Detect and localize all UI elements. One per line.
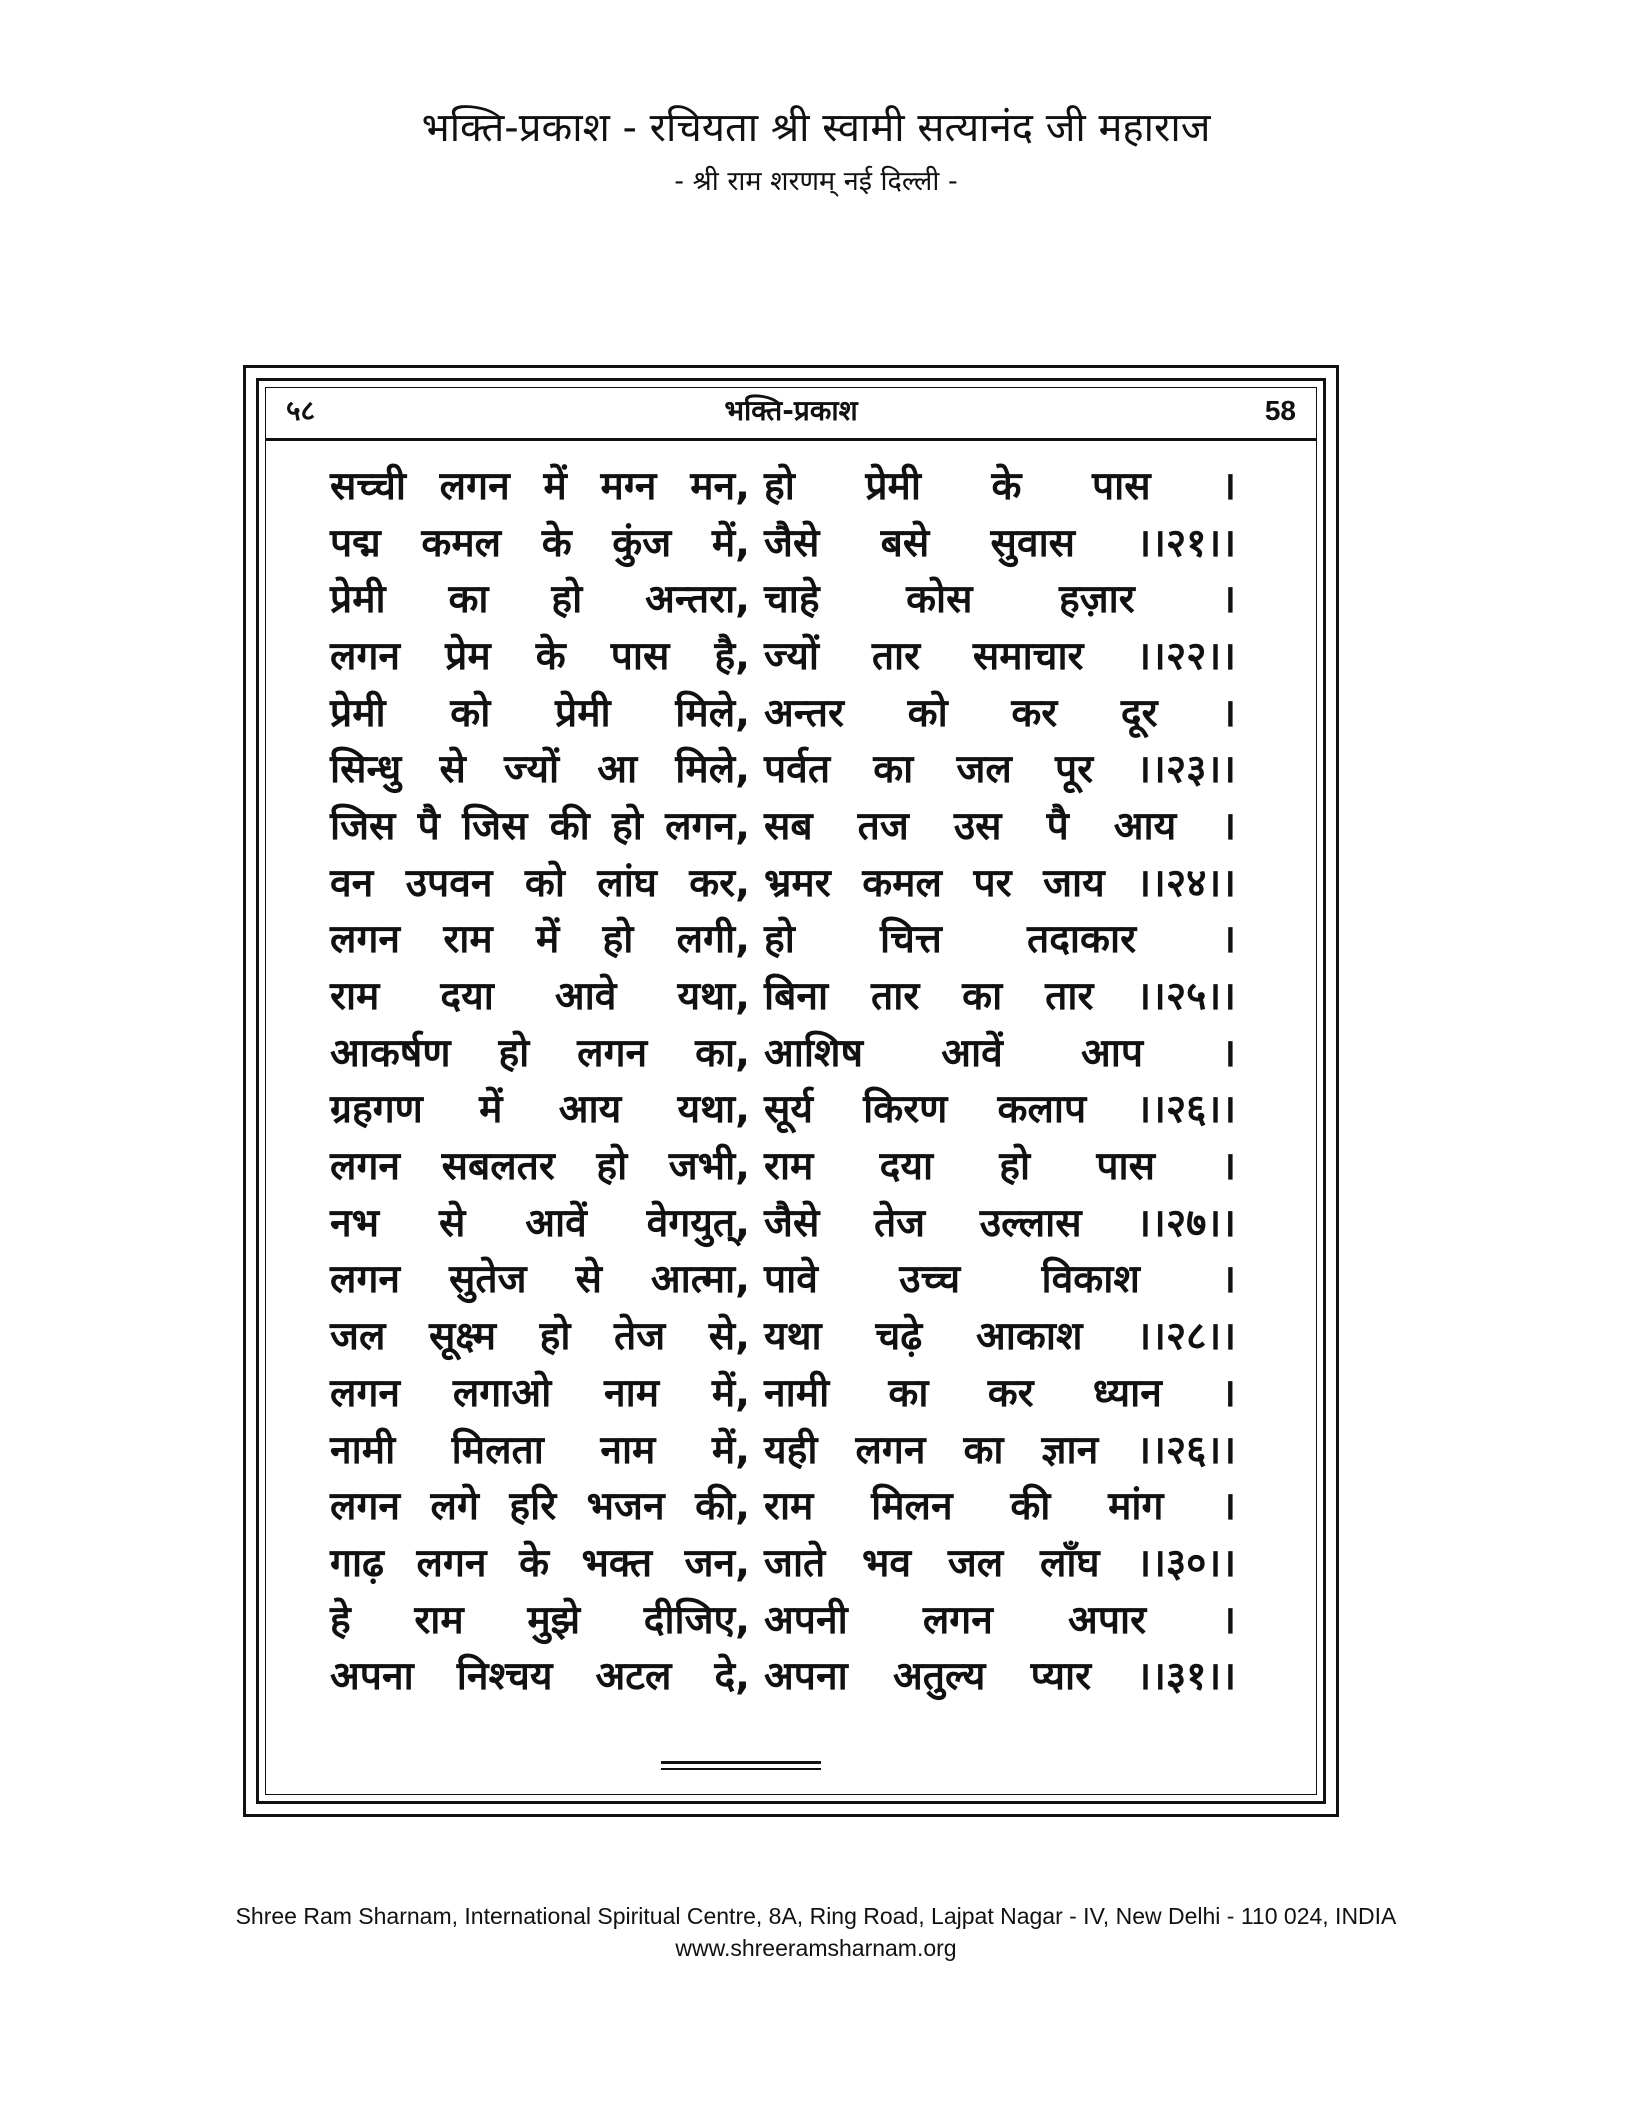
verse-second-half: अपना अतुल्य प्यार ।।३१।। [764,1654,1236,1700]
verse-second-half: आशिष आवें आप । [764,1030,1236,1076]
verse-line [330,626,1236,683]
verse-first-half: नभ से आवें वेगयुत्, [330,1200,750,1246]
verse-second-half: हो चित्त तदाकार । [764,917,1236,963]
verse-second-half: राम मिलन की मांग । [764,1484,1236,1530]
verse-first-half: नामी मिलता नाम में, [330,1427,750,1473]
verse-line [330,569,1236,626]
verse-line [330,513,1236,570]
verse-second-half: सूर्य किरण कलाप ।।२६।। [764,1087,1236,1133]
verse-first-half: वन उपवन को लांघ कर, [330,860,750,906]
end-rule [661,1761,821,1764]
verse-second-half: हो प्रेमी के पास । [764,463,1236,509]
verse-first-half: आकर्षण हो लगन का, [330,1030,750,1076]
verse-second-half: ज्यों तार समाचार ।।२२।। [764,633,1236,679]
page-header [286,388,1296,434]
verse-line [330,910,1236,967]
verse-second-half: चाहे कोस हज़ार । [764,577,1236,623]
verse-first-half: सच्ची लगन में मग्न मन, [330,463,750,509]
verse-line [330,796,1236,853]
verse-first-half: प्रेमी का हो अन्तरा, [330,577,750,623]
verse-first-half: ग्रहगण में आय यथा, [330,1087,750,1133]
verse-second-half: जैसे बसे सुवास ।।२१।। [764,520,1236,566]
verse-first-half: जिस पै जिस की हो लगन, [330,803,750,849]
verse-second-half: जाते भव जल लाँघ ।।३०।। [764,1540,1236,1586]
verse-second-half: यही लगन का ज्ञान ।।२६।। [764,1427,1236,1473]
page-number-hindi: ५८ [286,394,316,427]
footer-address: Shree Ram Sharnam, International Spiritual Centre, 8A, Ring Road, Lajpat Nagar - IV, New Delhi - 110 024, INDIA [235,1903,1397,1929]
verse-first-half: लगन लगाओ नाम में, [330,1370,750,1416]
document-title: भक्ति-प्रकाश - रचियता श्री स्वामी सत्यानंद जी महाराज [421,105,1211,151]
verse-second-half: पावे उच्च विकाश । [764,1257,1236,1303]
verse-first-half: लगन सुतेज से आत्मा, [330,1257,750,1303]
verse-line [330,739,1236,796]
verse-first-half: प्रेमी को प्रेमी मिले, [330,690,750,736]
header-rule [266,438,1316,441]
verse-first-half: लगन प्रेम के पास है, [330,633,750,679]
verse-line [330,853,1236,910]
verse-line [330,966,1236,1023]
verse-line [330,1023,1236,1080]
verse-first-half: लगन राम में हो लगी, [330,917,750,963]
verse-line [330,1136,1236,1193]
document-subtitle: - श्री राम शरणम् नई दिल्ली - [674,166,958,197]
running-title: भक्ति-प्रकाश [724,394,858,427]
verse-line [330,1306,1236,1363]
verse-first-half: लगन लगे हरि भजन की, [330,1484,750,1530]
verse-line [330,1420,1236,1477]
verse-first-half: जल सूक्ष्म हो तेज से, [330,1314,750,1360]
verse-line [330,1533,1236,1590]
verse-line [330,1250,1236,1307]
verse-line [330,1646,1236,1703]
verse-line [330,1363,1236,1420]
verse-second-half: बिना तार का तार ।।२५।। [764,974,1236,1020]
verse-line [330,683,1236,740]
verse-line [330,1080,1236,1137]
verse-second-half: यथा चढ़े आकाश ।।२८।। [764,1314,1236,1360]
verse-line [330,1193,1236,1250]
verse-first-half: अपना निश्चय अटल दे, [330,1654,750,1700]
verse-list [330,456,1236,1703]
verse-second-half: राम दया हो पास । [764,1144,1236,1190]
verse-first-half: गाढ़ लगन के भक्त जन, [330,1540,750,1586]
verse-second-half: सब तज उस पै आय । [764,803,1236,849]
verse-second-half: भ्रमर कमल पर जाय ।।२४।। [764,860,1236,906]
verse-second-half: अपनी लगन अपार । [764,1597,1236,1643]
verse-second-half: नामी का कर ध्यान । [764,1370,1236,1416]
verse-first-half: सिन्धु से ज्यों आ मिले, [330,747,750,793]
verse-first-half: पद्म कमल के कुंज में, [330,520,750,566]
verse-line [330,1476,1236,1533]
verse-first-half: लगन सबलतर हो जभी, [330,1144,750,1190]
end-rule-second [661,1768,821,1770]
verse-second-half: पर्वत का जल पूर ।।२३।। [764,747,1236,793]
verse-first-half: हे राम मुझे दीजिए, [330,1597,750,1643]
page-frame [243,365,1339,1817]
verse-line [330,456,1236,513]
verse-second-half: अन्तर को कर दूर । [764,690,1236,736]
verse-first-half: राम दया आवे यथा, [330,974,750,1020]
verse-second-half: जैसे तेज उल्लास ।।२७।। [764,1200,1236,1246]
page-number: 58 [1264,395,1296,426]
footer-website[interactable]: www.shreeramsharnam.org [675,1935,957,1961]
verse-line [330,1590,1236,1647]
